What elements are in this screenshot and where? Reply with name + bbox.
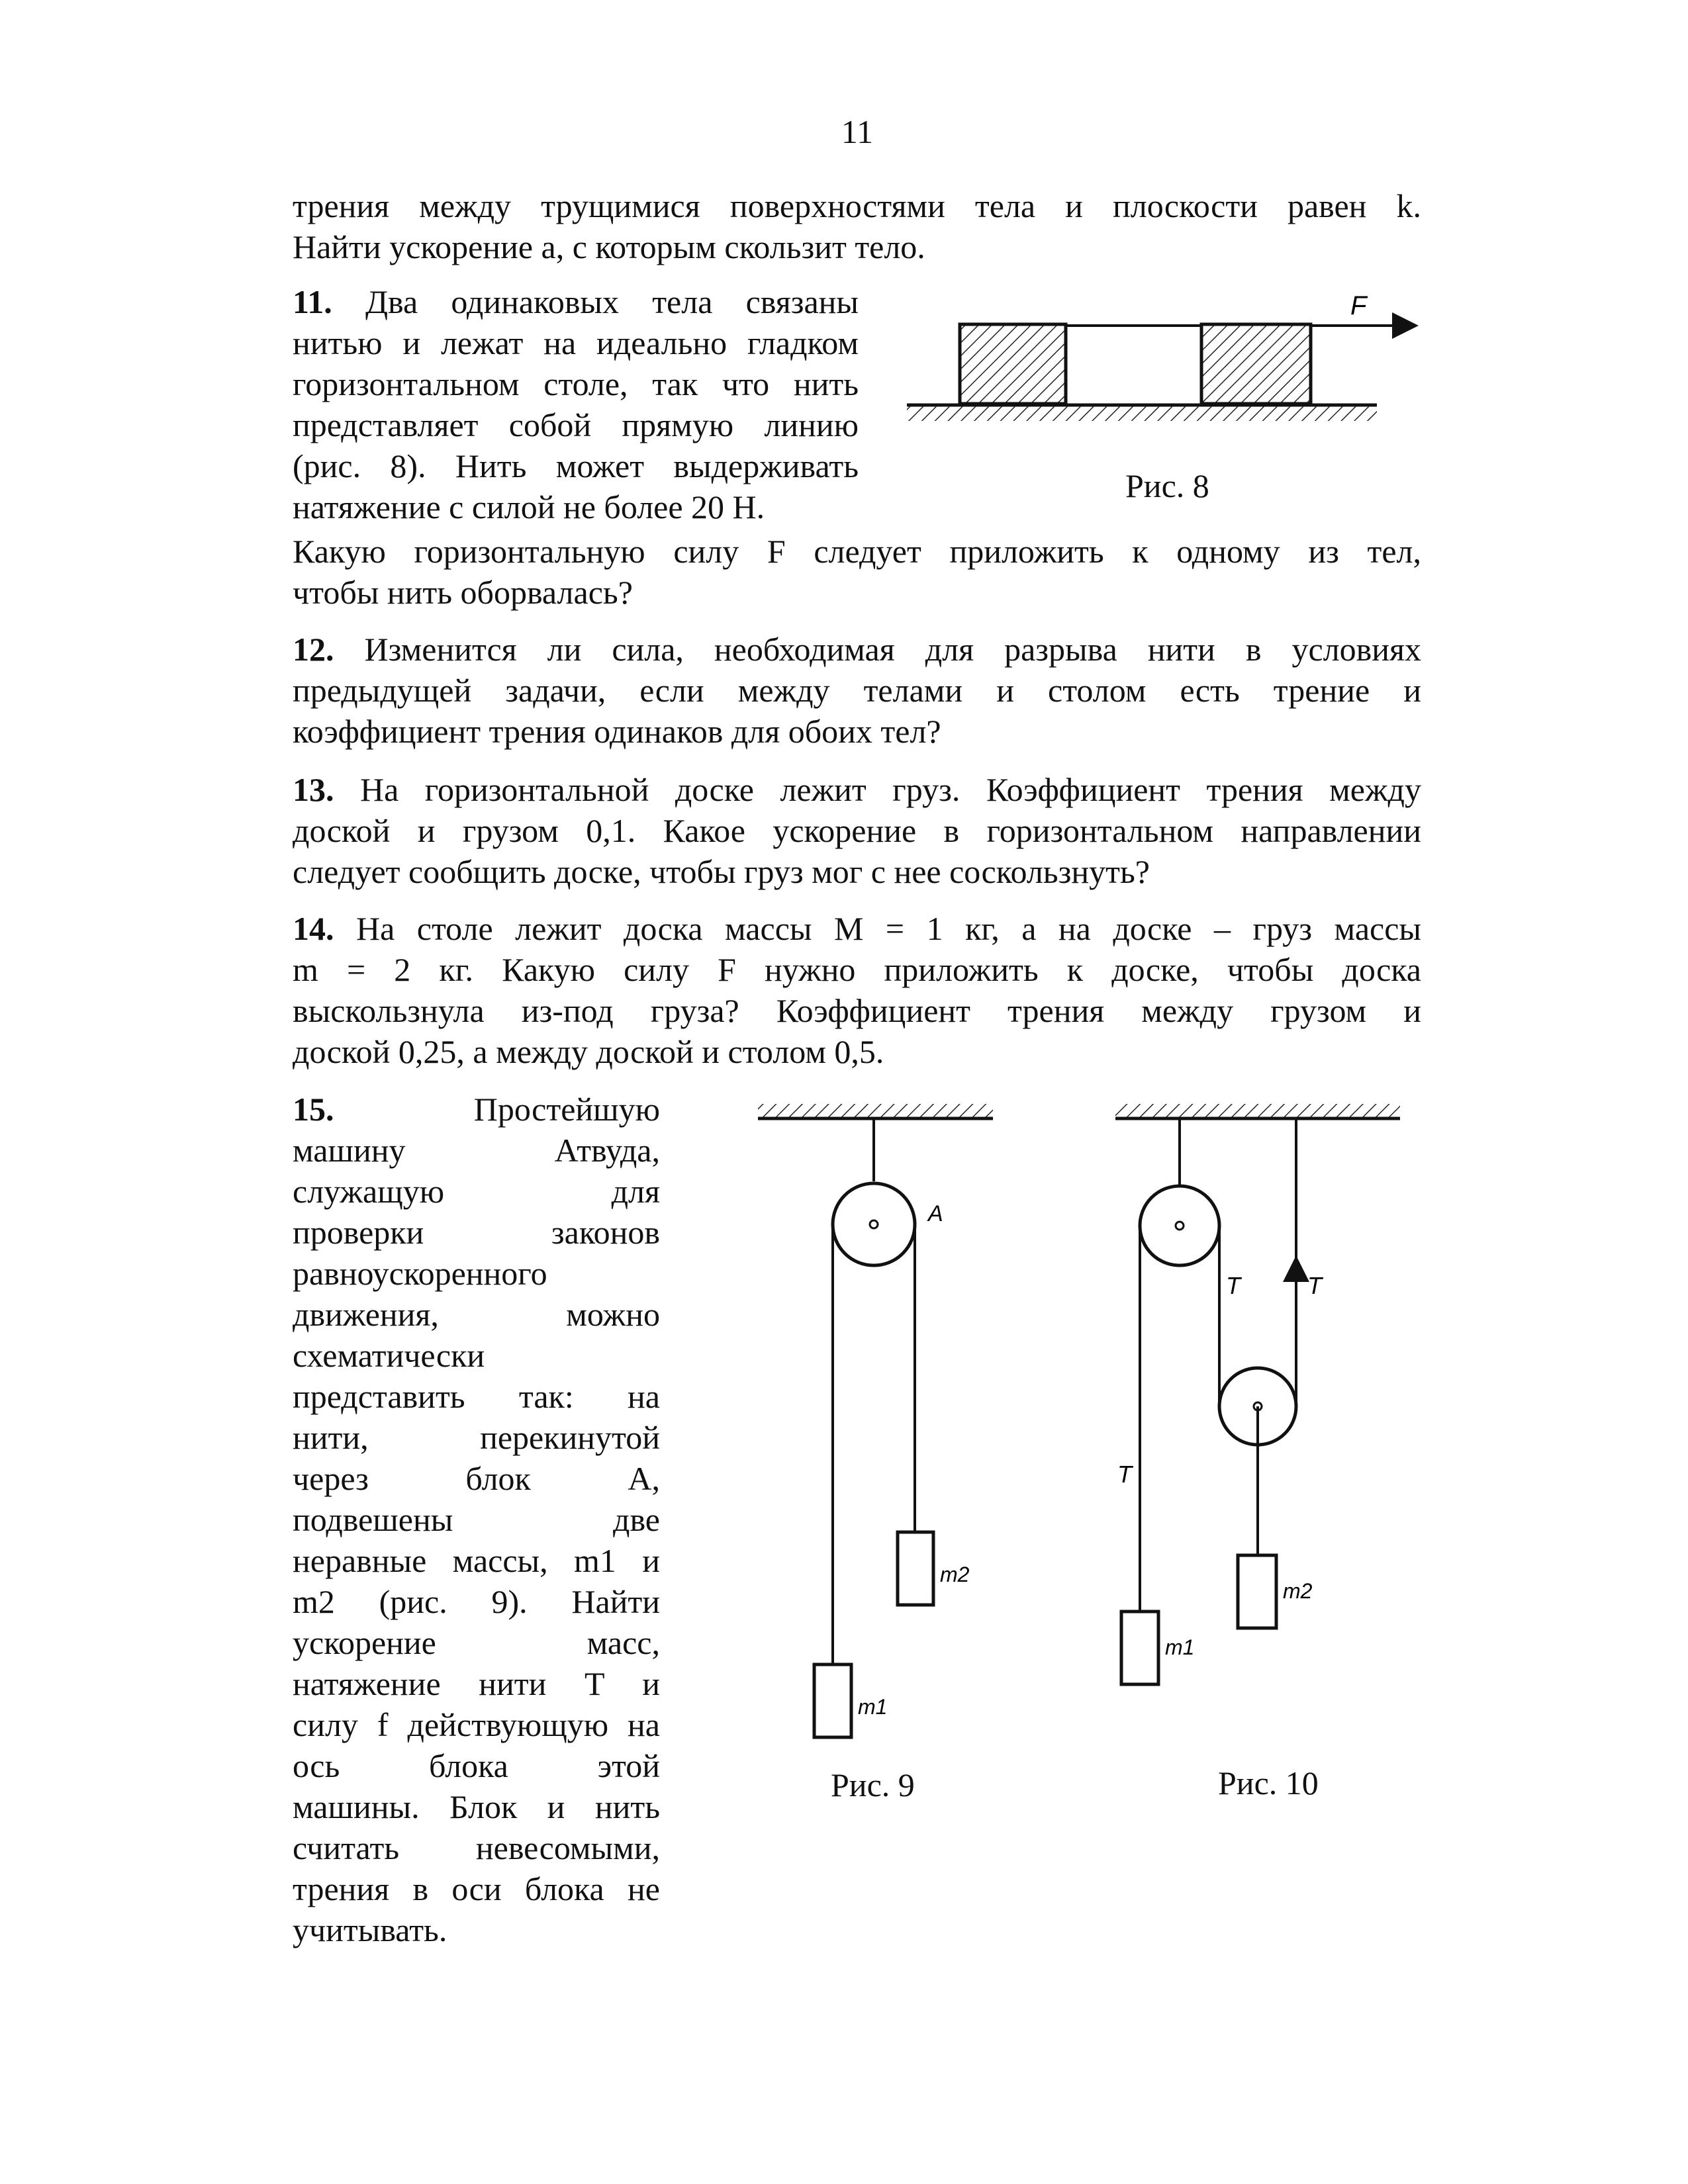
p15-line-10: через блок A, — [293, 1460, 660, 1497]
intro-line-1: трения между трущимися поверхностями тела и плоскости равен k. — [293, 187, 1421, 224]
p15-text-1: Простейшую — [473, 1091, 660, 1128]
fig10-label-m2: m2 — [1283, 1579, 1313, 1603]
p15-line-5: равноускоренного — [293, 1255, 547, 1292]
p13-line-3: следует сообщить доске, чтобы груз мог с нее соскользнуть? — [293, 853, 1150, 890]
page-number: 11 — [841, 113, 874, 150]
p14-text-1: На столе лежит доска массы M = 1 кг, а на доске – груз массы — [356, 910, 1422, 947]
p13-number: 13. — [293, 771, 334, 808]
p15-line-4: проверки законов — [293, 1214, 660, 1251]
p12-line-3: коэффициент трения одинаков для обоих тел? — [293, 713, 941, 750]
fig10-label-m1: m1 — [1165, 1635, 1195, 1659]
p12-number: 12. — [293, 631, 334, 668]
p11-line-8: чтобы нить оборвалась? — [293, 574, 633, 611]
p15-line-18: машины. Блок и нить — [293, 1788, 660, 1825]
p15-line-8: представить так: на — [293, 1378, 660, 1415]
fig8-force-label: F — [1350, 291, 1367, 320]
p15-line-1 — [293, 1089, 660, 1130]
fig8-table-hatch — [907, 406, 1377, 421]
p15-line-2: машину Атвуда, — [293, 1132, 660, 1169]
p15-line-19: считать невесомыми, — [293, 1829, 660, 1866]
p15-line-9: нити, перекинутой — [293, 1419, 660, 1456]
intro-line-2: Найти ускорение a, с которым скользит тело. — [293, 228, 925, 265]
figure-10 — [1105, 1099, 1410, 1694]
fig10-top-axle — [1176, 1222, 1184, 1230]
fig10-label-t-middle: T — [1226, 1272, 1241, 1299]
p11-line-1 — [293, 281, 859, 322]
fig9-mass-m2 — [898, 1532, 933, 1605]
fig10-label-t-left: T — [1117, 1461, 1132, 1488]
p15-line-20: трения в оси блока не — [293, 1870, 660, 1907]
fig9-label-m1: m1 — [858, 1695, 888, 1719]
figure-8 — [900, 285, 1390, 417]
fig10-label-t-right: T — [1307, 1272, 1322, 1299]
p15-line-6: движения, можно — [293, 1296, 660, 1333]
p15-line-13: m2 (рис. 9). Найти — [293, 1583, 660, 1620]
fig9-axle — [870, 1220, 878, 1228]
p11-line-3: горизонтальном столе, так что нить — [293, 365, 859, 402]
p11-line-5: (рис. 8). Нить может выдерживать — [293, 447, 859, 484]
p14-number: 14. — [293, 910, 334, 947]
p15-line-16: силу f действующую на — [293, 1706, 660, 1743]
fig8-block-left — [960, 324, 1066, 404]
p15-line-14: ускорение масс, — [293, 1624, 660, 1661]
fig9-label-m2: m2 — [940, 1563, 970, 1586]
p15-line-17: ось блока этой — [293, 1747, 660, 1784]
fig10-ceiling-hatch — [1115, 1104, 1400, 1118]
p15-line-12: неравные массы, m1 и — [293, 1542, 660, 1579]
p14-line-1 — [293, 908, 1421, 949]
p15-line-15: натяжение нити T и — [293, 1665, 660, 1702]
figure-9 — [755, 1099, 1006, 1747]
fig9-ceiling-hatch — [758, 1104, 993, 1118]
p13-line-2: доской и грузом 0,1. Какое ускорение в горизонтальном направлении — [293, 812, 1421, 849]
p11-text-1: Два одинаковых тела связаны — [365, 283, 859, 320]
fig9-mass-m1 — [814, 1664, 851, 1737]
p15-number: 15. — [293, 1091, 334, 1128]
p12-text-1: Изменится ли сила, необходимая для разрыва нити в условиях — [364, 631, 1422, 668]
fig10-caption: Рис. 10 — [1218, 1764, 1319, 1801]
p11-line-7: Какую горизонтальную силу F следует приложить к одному из тел, — [293, 533, 1421, 570]
p14-line-4: доской 0,25, а между доской и столом 0,5. — [293, 1033, 884, 1070]
fig9-pulley — [833, 1183, 915, 1265]
fig9-caption: Рис. 9 — [831, 1766, 915, 1803]
p12-line-2: предыдущей задачи, если между телами и столом есть трение и — [293, 672, 1421, 709]
p14-line-3: выскользнула из-под груза? Коэффициент трения между грузом и — [293, 992, 1421, 1029]
p12-line-1 — [293, 629, 1421, 670]
p15-line-11: подвешены две — [293, 1501, 660, 1538]
p13-text-1: На горизонтальной доске лежит груз. Коэффициент трения между — [359, 771, 1421, 808]
p11-line-2: нитью и лежат на идеально гладком — [293, 324, 859, 361]
p11-line-4: представляет собой прямую линию — [293, 406, 859, 443]
fig8-caption: Рис. 8 — [1125, 467, 1209, 504]
fig8-block-right — [1201, 324, 1311, 404]
p15-line-21: учитывать. — [293, 1911, 447, 1948]
fig9-label-a: A — [928, 1201, 943, 1226]
p14-line-2: m = 2 кг. Какую силу F нужно приложить к доске, чтобы доска — [293, 951, 1421, 988]
fig10-mass-m2 — [1238, 1555, 1276, 1628]
fig10-mass-m1 — [1121, 1612, 1158, 1684]
p15-line-3: служащую для — [293, 1173, 660, 1210]
p11-line-6: натяжение с силой не более 20 Н. — [293, 488, 765, 525]
fig10-top-pulley — [1140, 1186, 1219, 1265]
p15-line-7: схематически — [293, 1337, 485, 1374]
p11-number: 11. — [293, 283, 332, 320]
p13-line-1 — [293, 769, 1421, 810]
